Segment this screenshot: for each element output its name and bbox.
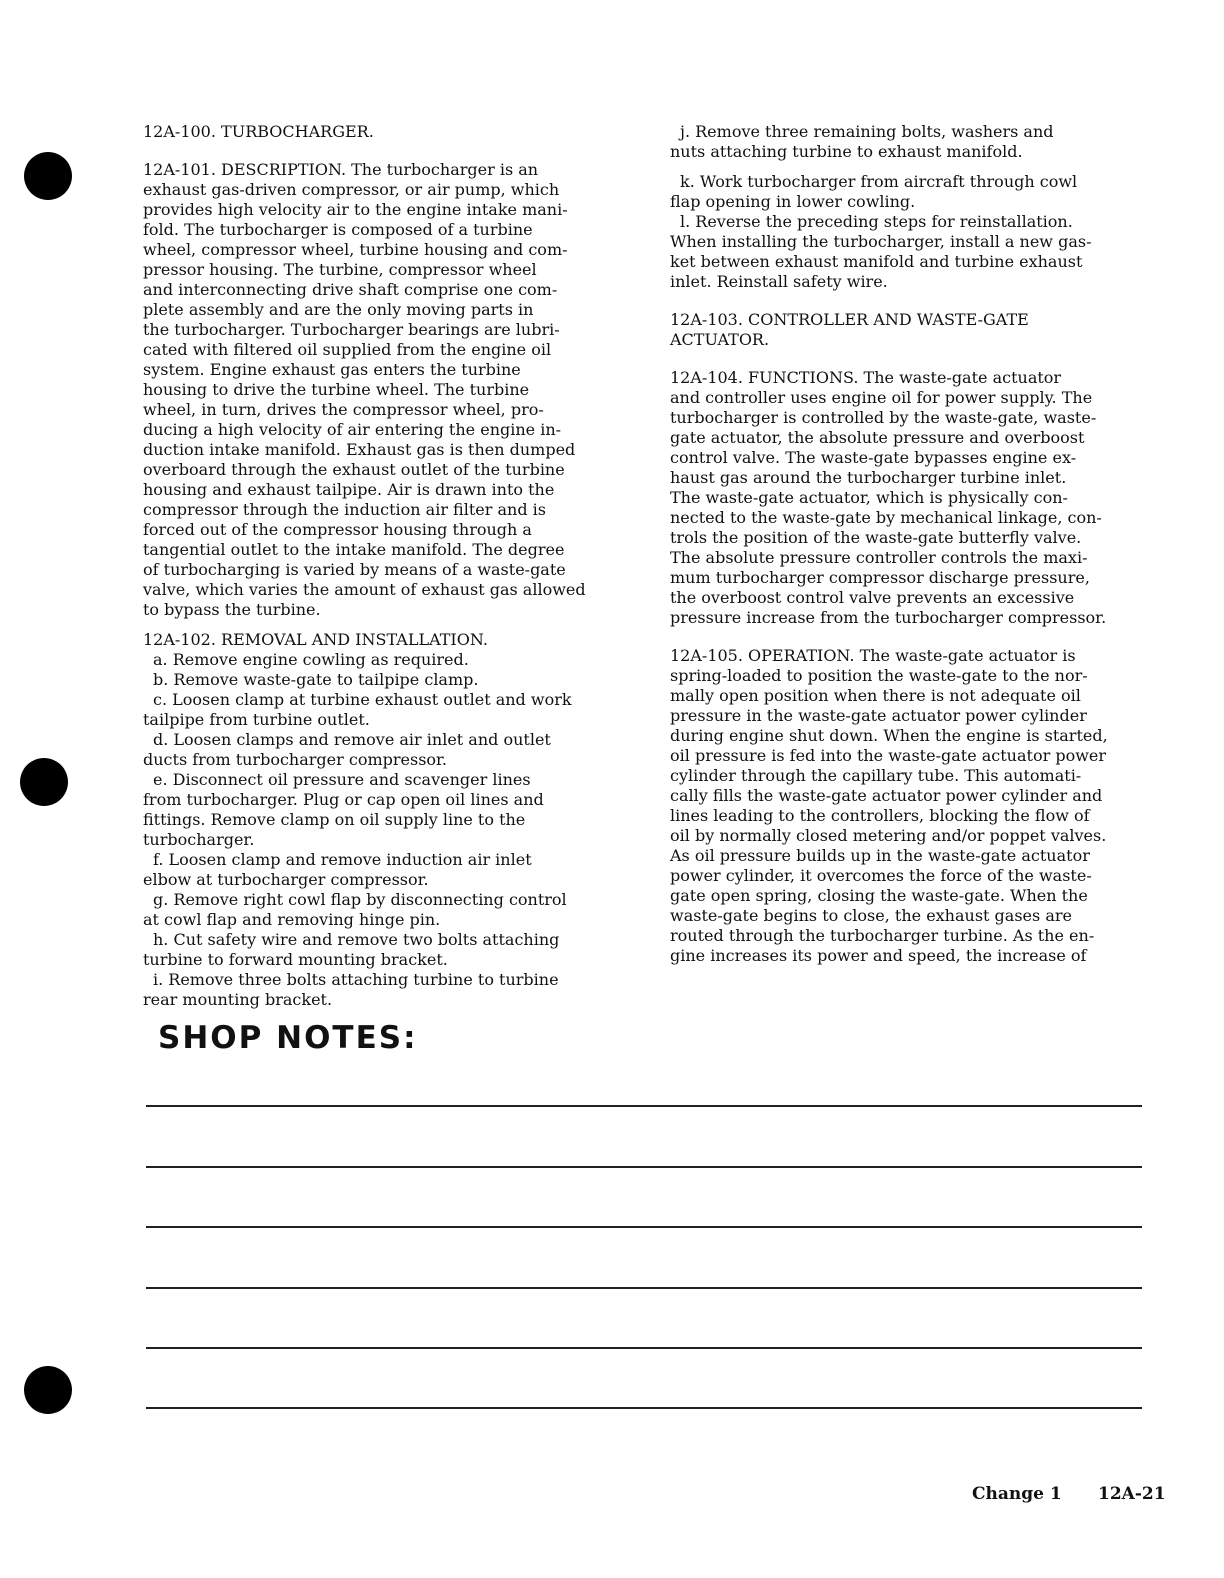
shop-notes-line — [146, 1407, 1142, 1409]
removal-step-i: i. Remove three bolts attaching turbine to turbine rear mounting bracket. — [143, 970, 559, 1009]
change-label: Change 1 — [972, 1484, 1062, 1504]
removal-step-f: f. Loosen clamp and remove induction air inlet elbow at turbocharger compressor. — [143, 850, 532, 889]
section-12a-102-heading: 12A-102. REMOVAL AND INSTALLATION. — [143, 630, 488, 649]
section-12a-105-operation: 12A-105. OPERATION. The waste-gate actuator is spring-loaded to position the waste-gate to the nor- mally open position when there is not adequate oil pressure in the waste-gate actuator power cylinder during engine shut down. When the engine is started, oil pressure is fed into the waste-gate actuator power cylinder through the capillary tube. This automati- cally fills the waste-gate actuator power cylinder and lines leading to the controllers, blocking the flow of oil by normally closed metering and/or poppet valves. As oil pressure builds up in the waste-gate actuator power cylinder, it overcomes the force of the waste- gate open spring, closing the waste-gate. When the waste-gate begins to close, the exhaust gases are routed through the turbocharger turbine. As the en- gine increases its power and speed, the increase of — [670, 646, 1108, 965]
removal-step-j: j. Remove three remaining bolts, washers and nuts attaching turbine to exhaust manifold. — [670, 122, 1054, 161]
removal-step-c: c. Loosen clamp at turbine exhaust outlet and work tailpipe from turbine outlet. — [143, 690, 572, 729]
shop-notes-line — [146, 1287, 1142, 1289]
shop-notes-line — [146, 1166, 1142, 1168]
punch-hole-top — [24, 152, 72, 200]
removal-step-l: l. Reverse the preceding steps for reinstallation. When installing the turbocharger, install a new gas- ket between exhaust manifold and turbine exhaust inlet. Reinstall safety wire. — [670, 212, 1092, 291]
section-12a-101-description: 12A-101. DESCRIPTION. The turbocharger is an exhaust gas-driven compressor, or air pump, which provides high velocity air to the engine intake mani- fold. The turbocharger is composed of a turbine wheel, compressor wheel, turbine housing and com- pressor housing. The turbine, compressor wheel and interconnecting drive shaft comprise one com- plete assembly and are the only moving parts in the turbocharger. Turbocharger bearings are lubri- cated with filtered oil supplied from the engine oil system. Engine exhaust gas enters the turbine housing to drive the turbine wheel. The turbine wheel, in turn, drives the compressor wheel, pro- ducing a high velocity of air entering the engine in- duction intake manifold. Exhaust gas is then dumped overboard through the exhaust outlet of the turbine housing and exhaust tailpipe. Air is drawn into the compressor through the induction air filter and is forced out of the compressor housing through a tangential outlet to the intake manifold. The degree of turbocharging is varied by means of a waste-gate valve, which varies the amount of exhaust gas allowed to bypass the turbine. — [143, 160, 586, 619]
shop-notes-title: SHOP NOTES: — [158, 1020, 418, 1056]
removal-step-a: a. Remove engine cowling as required. — [153, 650, 469, 669]
left-column — [143, 122, 633, 1010]
page-number: 12A-21 — [1098, 1484, 1166, 1504]
shop-notes-line — [146, 1347, 1142, 1349]
shop-notes-line — [146, 1226, 1142, 1228]
section-12a-100-heading: 12A-100. TURBOCHARGER. — [143, 122, 374, 141]
removal-step-h: h. Cut safety wire and remove two bolts attaching turbine to forward mounting bracket. — [143, 930, 560, 969]
section-12a-103-heading: 12A-103. CONTROLLER AND WASTE-GATE ACTUATOR. — [670, 310, 1029, 349]
right-column — [670, 122, 1162, 976]
section-12a-104-functions: 12A-104. FUNCTIONS. The waste-gate actuator and controller uses engine oil for power supply. The turbocharger is controlled by the waste-gate, waste- gate actuator, the absolute pressure and overboost control valve. The waste-gate bypasses engine ex- haust gas around the turbocharger turbine inlet. The waste-gate actuator, which is physically con- nected to the waste-gate by mechanical linkage, con- trols the position of the waste-gate butterfly valve. The absolute pressure controller controls the maxi- mum turbocharger compressor discharge pressure, the overboost control valve prevents an excessive pressure increase from the turbocharger compressor. — [670, 368, 1107, 627]
removal-step-d: d. Loosen clamps and remove air inlet and outlet ducts from turbocharger compressor. — [143, 730, 551, 769]
removal-step-b: b. Remove waste-gate to tailpipe clamp. — [153, 670, 479, 689]
shop-notes-line — [146, 1105, 1142, 1107]
punch-hole-bottom — [24, 1366, 72, 1414]
removal-step-e: e. Disconnect oil pressure and scavenger lines from turbocharger. Plug or cap open oil lines and fittings. Remove clamp on oil supply line to the turbocharger. — [143, 770, 544, 849]
removal-step-k: k. Work turbocharger from aircraft through cowl flap opening in lower cowling. — [670, 172, 1078, 211]
removal-step-g: g. Remove right cowl flap by disconnecting control at cowl flap and removing hinge pin. — [143, 890, 567, 929]
punch-hole-middle — [20, 758, 68, 806]
